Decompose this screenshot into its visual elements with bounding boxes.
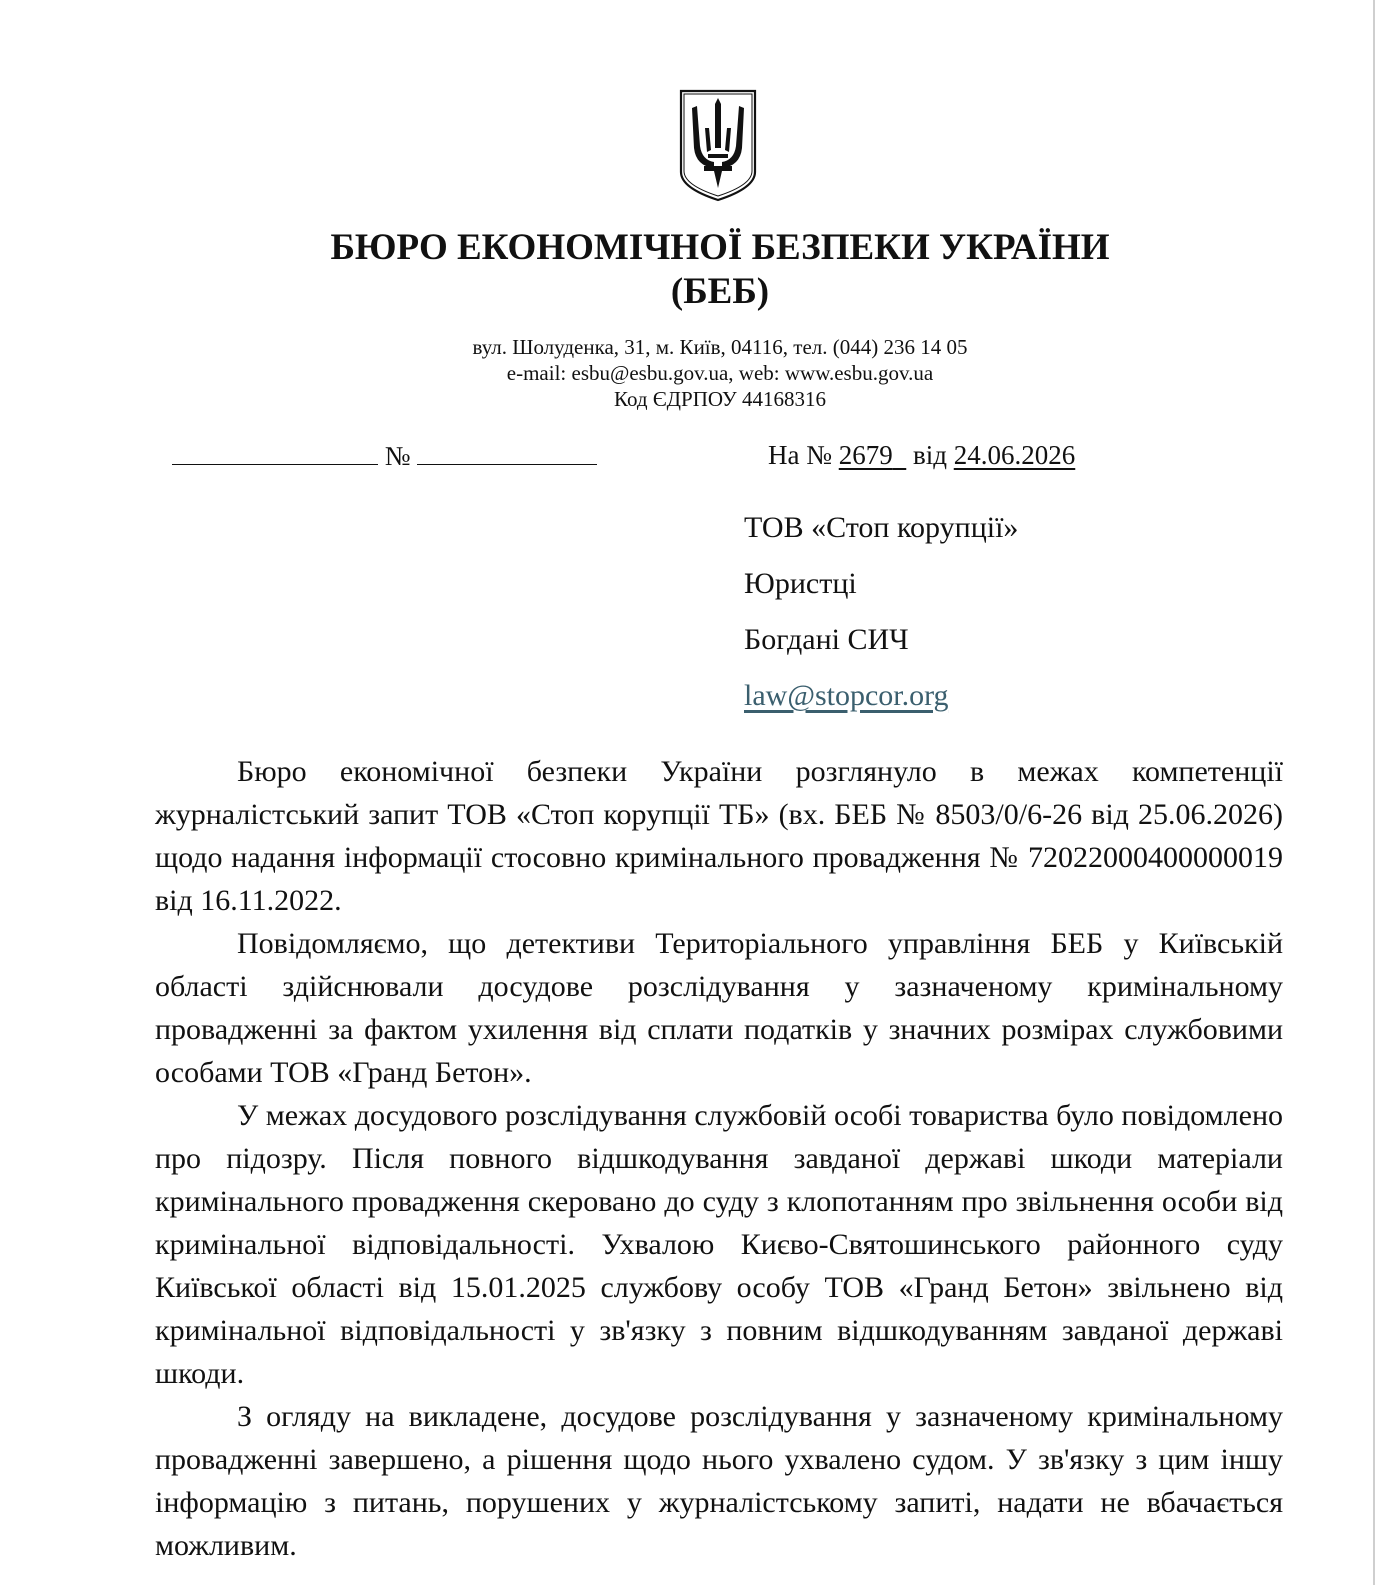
body-paragraph-4: З огляду на викладене, досудове розслідування у зазначеному кримінальному провадженні завершено, а рішення щодо нього ухвалено судом. У зв'язку з цим іншу інформацію з питань, порушених у журналістському запиті, надати не вбачається можливим.	[155, 1400, 1283, 1562]
recipient-name: Богдані СИЧ	[744, 623, 909, 656]
outgoing-number-blank	[417, 438, 597, 465]
organization-contacts	[0, 334, 1383, 412]
outgoing-date-blank	[172, 438, 378, 465]
recipient-email-block	[744, 678, 949, 714]
in-reply-prefix: На №	[768, 440, 832, 470]
recipient-email-link[interactable]: law@stopcor.org	[744, 679, 949, 712]
body-paragraph-1: Бюро економічної безпеки України розглянуло в межах компетенції журналістський запит ТОВ «Стоп корупції ТБ» (вх. БЕБ № 8503/0/6-26 від 25.06.2026) щодо надання інформації стосовно кримінального провадження № 72022000400000019 від 16.11.2022.	[155, 755, 1283, 917]
address-line: вул. Шолуденка, 31, м. Київ, 04116, тел. (044) 236 14 05	[472, 335, 968, 359]
in-reply-date: 24.06.2026	[953, 440, 1076, 470]
edrpou-line: Код ЄДРПОУ 44168316	[614, 387, 826, 411]
outgoing-number-sign: №	[384, 441, 411, 471]
in-reply-from-label: від	[913, 440, 947, 470]
letter-body	[155, 750, 1283, 1567]
organization-title	[0, 226, 1383, 314]
outgoing-registration	[172, 438, 597, 473]
recipient-position: Юристці	[744, 567, 857, 600]
organization-name: БЮРО ЕКОНОМІЧНОЇ БЕЗПЕКИ УКРАЇНИ	[330, 227, 1110, 268]
in-reply-number: 2679	[838, 440, 893, 470]
email-web-line: e-mail: esbu@esbu.gov.ua, web: www.esbu.gov.ua	[506, 361, 934, 385]
body-paragraph-3: У межах досудового розслідування службовій особі товариства було повідомлено про підозру. Після повного відшкодування завданої державі шкоди матеріали кримінального провадження скеровано до суду з клопотанням про звільнення особи від кримінальної відповідальності. Ухвалою Києво-Святошинського районного суду Київської області від 15.01.2025 службову особу ТОВ «Гранд Бетон» звільнено від кримінальної відповідальності у зв'язку з повним відшкодуванням завданої державі шкоди.	[155, 1099, 1283, 1390]
in-reply-registration	[768, 438, 1075, 472]
tryzub-icon	[678, 88, 758, 202]
recipient-organization: ТОВ «Стоп корупції»	[744, 511, 1019, 544]
organization-abbreviation: (БЕБ)	[670, 271, 770, 312]
body-paragraph-2: Повідомляємо, що детективи Територіального управління БЕБ у Київській області здійснювали досудове розслідування у зазначеному кримінальному провадженні за фактом ухилення від сплати податків у значних розмірах службовими особами ТОВ «Гранд Бетон».	[155, 927, 1283, 1089]
